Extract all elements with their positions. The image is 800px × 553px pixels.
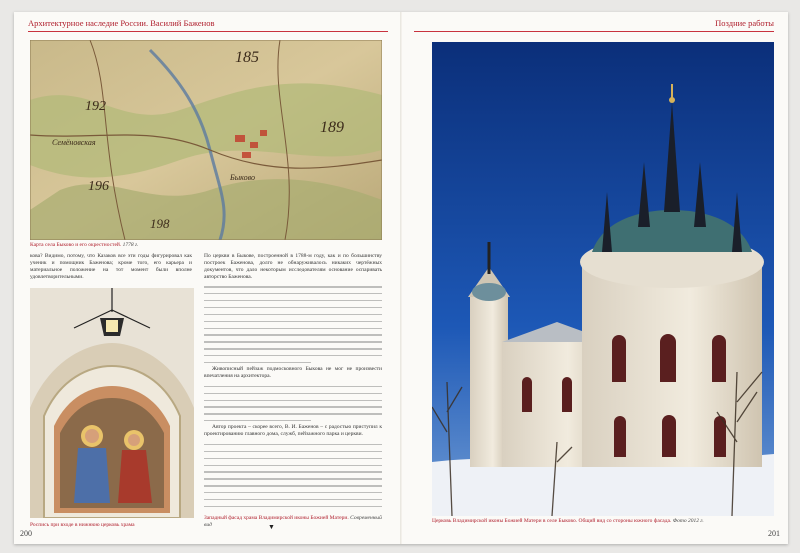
svg-text:198: 198 [150, 216, 170, 231]
church-caption [432, 518, 774, 525]
svg-text:Быково: Быково [230, 173, 255, 182]
col2-intro: По церкви в Быкове, построенной в 1788-м году, как и по большинству построек Баженова, долго не обнаруживалось никаких чертёжных документов, что дало некоторым исследователям основание оспаривать авторство Баженова. [204, 253, 382, 280]
svg-text:185: 185 [235, 49, 259, 66]
church-caption-text: Церковь Владимирской иконы Божией Матери в селе Быково. Общий вид со стороны южного фасада. [432, 518, 672, 524]
map-caption-text: Карта села Быково и его окрестностей. [30, 242, 122, 248]
running-header-right: Поздние работы [715, 18, 774, 28]
col2-mid: Живописный пейзаж подмосковного Быкова не мог не произвести впечатления на архитектора. [204, 366, 382, 380]
page-number-left: 200 [20, 529, 32, 538]
svg-text:Семёновская: Семёновская [52, 138, 96, 147]
facade-caption-note: Современный вид [204, 515, 382, 528]
map-caption [30, 242, 330, 249]
svg-text:196: 196 [88, 179, 109, 194]
page-number-right: 201 [768, 529, 780, 538]
page-gutter [400, 12, 402, 544]
down-arrow-icon: ▼ [268, 523, 275, 531]
facade-caption-text: Западный фасад храма Владимирской иконы Божией Матери. [204, 515, 349, 521]
text-column-1 [30, 253, 192, 285]
church-caption-credit: Фото 2012 г. [672, 518, 704, 524]
book-spread [14, 12, 788, 544]
svg-text:192: 192 [85, 99, 106, 114]
header-rule-right [414, 31, 774, 32]
col2-late: Автор проекта – скорее всего, В. И. Баженов – с радостью приступил к проектированию главного дома, служб, пейзажного парка и церкви. [204, 424, 382, 438]
fresco-image [30, 288, 194, 518]
church-photo [432, 42, 774, 516]
header-rule-left [28, 31, 388, 32]
col1-intro: кова? Видимо, потому, что Казаков все эти годы фигурировал как ученик и помощник Баженова; кроме того, его карьера и материальное положение на тот момент были вполне удовлетворительными. [30, 253, 192, 280]
map-caption-year: 1778 г. [122, 242, 139, 248]
map-image [30, 40, 382, 240]
fresco-caption: Роспись при входе в нижнюю церковь храма [30, 522, 135, 528]
running-header-left: Архитектурное наследие России. Василий Баженов [28, 18, 215, 28]
svg-text:189: 189 [320, 119, 344, 136]
facade-caption [204, 515, 382, 529]
text-column-2 [204, 253, 382, 511]
